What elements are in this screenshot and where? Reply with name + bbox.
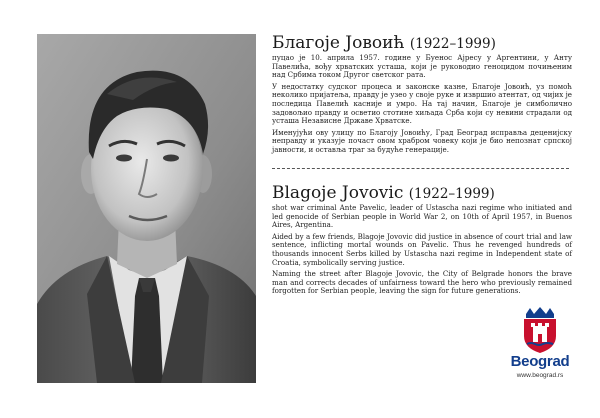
english-paragraph-2: Aided by a few friends, Blagoje Jovovic did justice in absence of court trial and law sentence, inflicting mortal wounds on Pavelic. Thus he revenged hundreds of thousands innocent Serbs killed by Ustascha nazi regime in Independent state of Croatia, symbolically serving justice. xyxy=(272,231,572,267)
serbian-paragraph-2: У недостатку судског процеса и законске казне, Благоје Јовоић, уз помоћ неколико пријатеља, правду је узео у своје руке и извршио атентат, од чијих је последица Павелић касније и умро. На тај начин, Благоје је симболично задовољио правду и осветио стотине хиљада Срба који су невини страдали од усташа Независне Државе Хрватске. xyxy=(272,81,572,126)
section-divider xyxy=(272,168,569,169)
english-heading xyxy=(272,183,572,204)
serbian-text xyxy=(272,54,572,158)
serbian-paragraph-3: Именујући ову улицу по Благоју Јовоићу, Град Београд исправља деценијску неправду и указује почаст овом храбром човеку који је био непознат српској јавности, и оставља траг за будуће генерације. xyxy=(272,127,572,154)
serbian-heading xyxy=(272,33,572,54)
english-text xyxy=(272,204,572,299)
serbian-years: (1922–1999) xyxy=(409,36,496,52)
english-paragraph-3: Naming the street after Blagoje Jovovic, the City of Belgrade honors the brave man and corrects decades of unfairness toward the hero who previously remained forgotten for Serbian people, leaving the sign for future generations. xyxy=(272,269,572,296)
serbian-name: Благоје Јовоић xyxy=(272,33,405,53)
portrait-illustration xyxy=(37,34,256,383)
portrait-photo xyxy=(37,34,256,383)
beograd-logo xyxy=(500,306,580,398)
beograd-wordmark: Beograd xyxy=(510,353,570,370)
english-years: (1922–1999) xyxy=(408,186,495,202)
belgrade-coat-of-arms-icon xyxy=(500,306,580,354)
website-url: www.beograd.rs xyxy=(516,372,564,379)
english-name: Blagoje Jovovic xyxy=(272,183,404,203)
serbian-paragraph-1: пуцао је 10. априла 1957. године у Буенос Ајресу у Аргентини, у Анту Павелића, вођу хрватских усташа, који је руководио геноцидом почињеним над Србима током Другог светског рата. xyxy=(272,53,572,80)
english-paragraph-1: shot war criminal Ante Pavelic, leader of Ustascha nazi regime who initiated and led genocide of Serbian people in World War 2, on 10th of April 1957, in Buenos Aires, Argentina. xyxy=(272,203,572,230)
